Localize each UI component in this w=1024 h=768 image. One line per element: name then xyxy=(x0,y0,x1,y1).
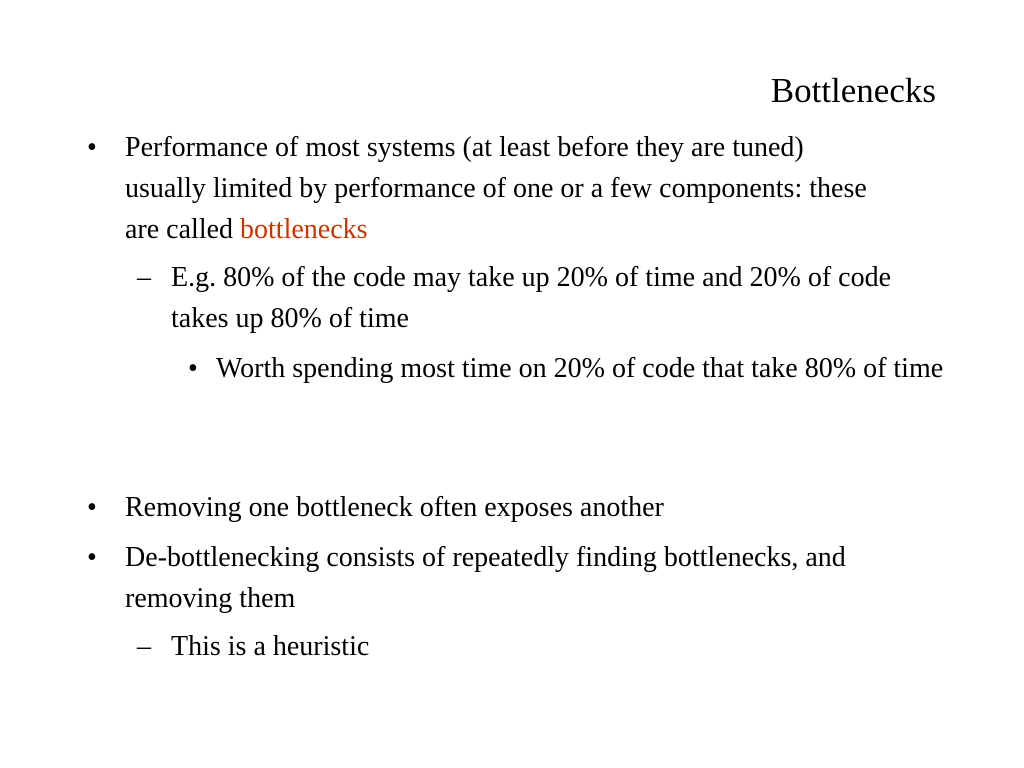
sub-item-heuristic xyxy=(137,626,891,667)
highlight-term: bottlenecks xyxy=(240,214,368,245)
bullet-text: Removing one bottleneck often exposes another xyxy=(125,492,664,523)
sub-item-text: E.g. 80% of the code may take up 20% of time and 20% of code takes up 80% of time xyxy=(171,262,892,334)
sub-sub-item-text: Worth spending most time on 20% of code that take 80% of time xyxy=(216,353,944,384)
sub-item-text: This is a heuristic xyxy=(171,631,370,662)
bullet-marker: • xyxy=(87,132,97,163)
bullet-marker: • xyxy=(188,353,198,384)
bullet-marker: • xyxy=(87,492,97,523)
bullet-item-de-bottlenecking xyxy=(87,537,885,619)
sub-sub-item-worth-spending xyxy=(188,348,946,389)
bullet-item-removing xyxy=(87,487,885,528)
bullet-item-performance xyxy=(87,127,885,250)
dash-marker: – xyxy=(137,262,151,293)
bullet-text: Performance of most systems (at least before they are tuned) usually limited by performance of one or a few components: these are called xyxy=(125,132,867,245)
sub-item-eighty-twenty xyxy=(137,257,892,339)
bullet-marker: • xyxy=(87,542,97,573)
dash-marker: – xyxy=(137,631,151,662)
slide-title: Bottlenecks xyxy=(770,71,936,110)
bullet-text: De-bottlenecking consists of repeatedly finding bottlenecks, and removing them xyxy=(125,542,846,614)
